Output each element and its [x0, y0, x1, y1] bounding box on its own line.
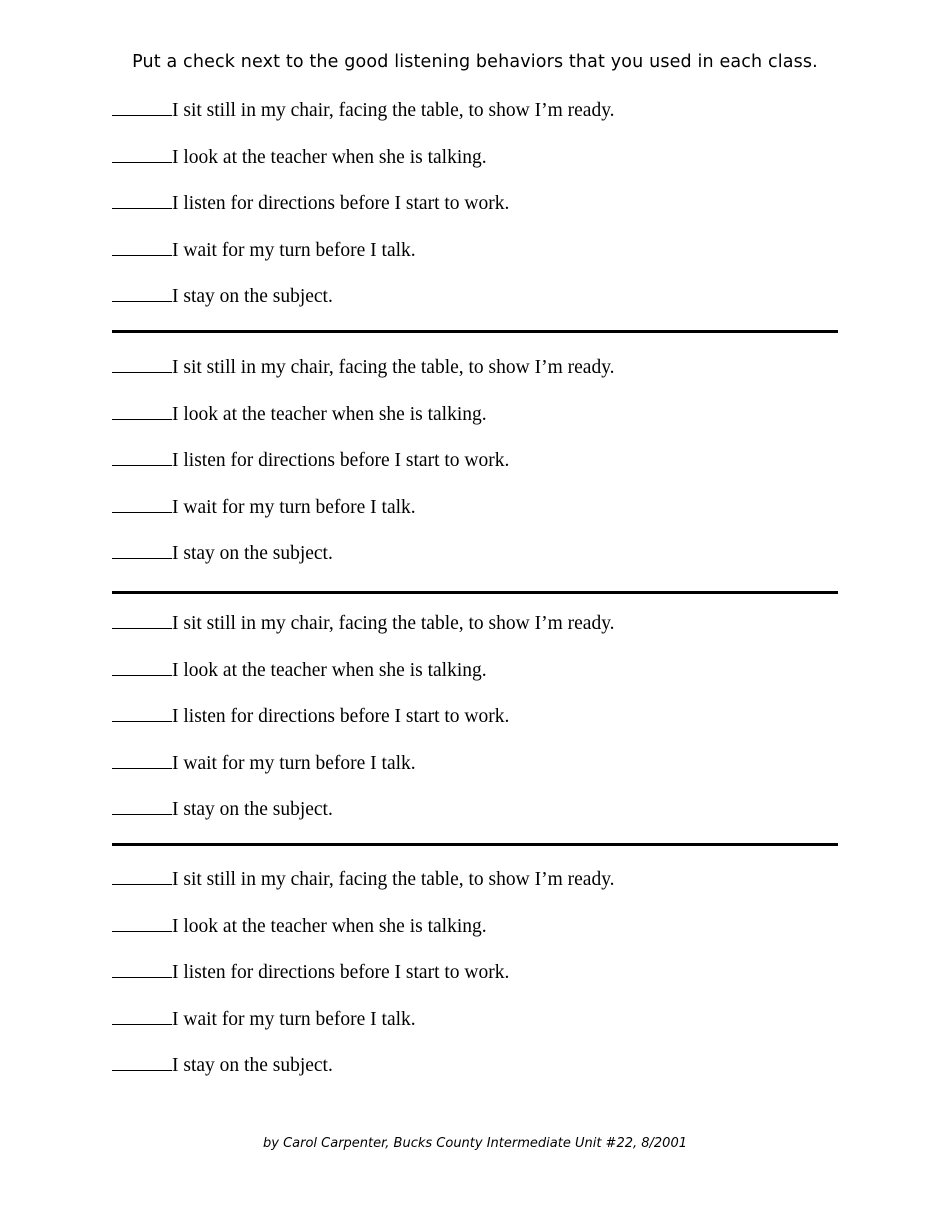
- checklist-item-text: I sit still in my chair, facing the table, to show I’m ready.: [172, 613, 615, 634]
- check-blank[interactable]: [112, 797, 172, 815]
- section-divider: [112, 843, 838, 846]
- check-blank[interactable]: [112, 355, 172, 373]
- check-blank[interactable]: [112, 145, 172, 163]
- check-blank[interactable]: [112, 448, 172, 466]
- checklist-item: [112, 914, 838, 961]
- checklist-item-text: I sit still in my chair, facing the table, to show I’m ready.: [172, 357, 615, 378]
- check-blank[interactable]: [112, 914, 172, 932]
- check-blank[interactable]: [112, 98, 172, 116]
- section-divider: [112, 330, 838, 333]
- checklist-item-text: I stay on the subject.: [172, 543, 333, 565]
- checklist-item-text: I wait for my turn before I talk.: [172, 239, 416, 261]
- section-divider: [112, 591, 838, 594]
- checklist-item: [112, 541, 838, 588]
- checklist-item: [112, 355, 838, 402]
- checklist-item-text: I wait for my turn before I talk.: [172, 752, 416, 774]
- checklist-section-2: [112, 355, 838, 588]
- attribution-footer: by Carol Carpenter, Bucks County Intermediate Unit #22, 8/2001: [263, 1136, 687, 1151]
- checklist-item: [112, 238, 838, 285]
- checklist-item-text: I wait for my turn before I talk.: [172, 496, 416, 518]
- checklist-item-text: I sit still in my chair, facing the table, to show I’m ready.: [172, 869, 615, 890]
- check-blank[interactable]: [112, 284, 172, 302]
- checklist-item-text: I listen for directions before I start to work.: [172, 193, 510, 215]
- checklist-item: [112, 960, 838, 1007]
- checklist-section-3: [112, 611, 838, 844]
- check-blank[interactable]: [112, 238, 172, 256]
- checklist-item-text: I look at the teacher when she is talking.: [172, 403, 487, 425]
- checklist-item-text: I listen for directions before I start to work.: [172, 706, 510, 728]
- checklist-item-text: I look at the teacher when she is talking.: [172, 146, 487, 168]
- checklist-item-text: I look at the teacher when she is talking.: [172, 915, 487, 937]
- checklist-item-text: I wait for my turn before I talk.: [172, 1008, 416, 1030]
- checklist-section-4: [112, 867, 838, 1100]
- checklist-item: [112, 191, 838, 238]
- checklist-item: [112, 867, 838, 914]
- checklist-item: [112, 448, 838, 495]
- checklist-section-1: [112, 98, 838, 331]
- checklist-item: [112, 611, 838, 658]
- instructions-heading: Put a check next to the good listening behaviors that you used in each class.: [132, 52, 818, 72]
- checklist-item: [112, 797, 838, 844]
- checklist-item: [112, 402, 838, 449]
- check-blank[interactable]: [112, 1053, 172, 1071]
- check-blank[interactable]: [112, 1007, 172, 1025]
- checklist-item-text: I sit still in my chair, facing the table, to show I’m ready.: [172, 100, 615, 121]
- checklist-item-text: I stay on the subject.: [172, 1055, 333, 1077]
- checklist-item: [112, 704, 838, 751]
- check-blank[interactable]: [112, 495, 172, 513]
- check-blank[interactable]: [112, 960, 172, 978]
- checklist-item-text: I listen for directions before I start to work.: [172, 962, 510, 984]
- check-blank[interactable]: [112, 611, 172, 629]
- checklist-item: [112, 145, 838, 192]
- checklist-item-text: I stay on the subject.: [172, 286, 333, 308]
- check-blank[interactable]: [112, 191, 172, 209]
- check-blank[interactable]: [112, 704, 172, 722]
- checklist-item: [112, 1007, 838, 1054]
- checklist-item: [112, 1053, 838, 1100]
- check-blank[interactable]: [112, 402, 172, 420]
- checklist-item-text: I stay on the subject.: [172, 799, 333, 821]
- check-blank[interactable]: [112, 541, 172, 559]
- checklist-item-text: I listen for directions before I start to work.: [172, 450, 510, 472]
- checklist-item-text: I look at the teacher when she is talking.: [172, 659, 487, 681]
- check-blank[interactable]: [112, 751, 172, 769]
- check-blank[interactable]: [112, 867, 172, 885]
- checklist-item: [112, 495, 838, 542]
- checklist-item: [112, 658, 838, 705]
- checklist-item: [112, 751, 838, 798]
- checklist-item: [112, 98, 838, 145]
- checklist-item: [112, 284, 838, 331]
- check-blank[interactable]: [112, 658, 172, 676]
